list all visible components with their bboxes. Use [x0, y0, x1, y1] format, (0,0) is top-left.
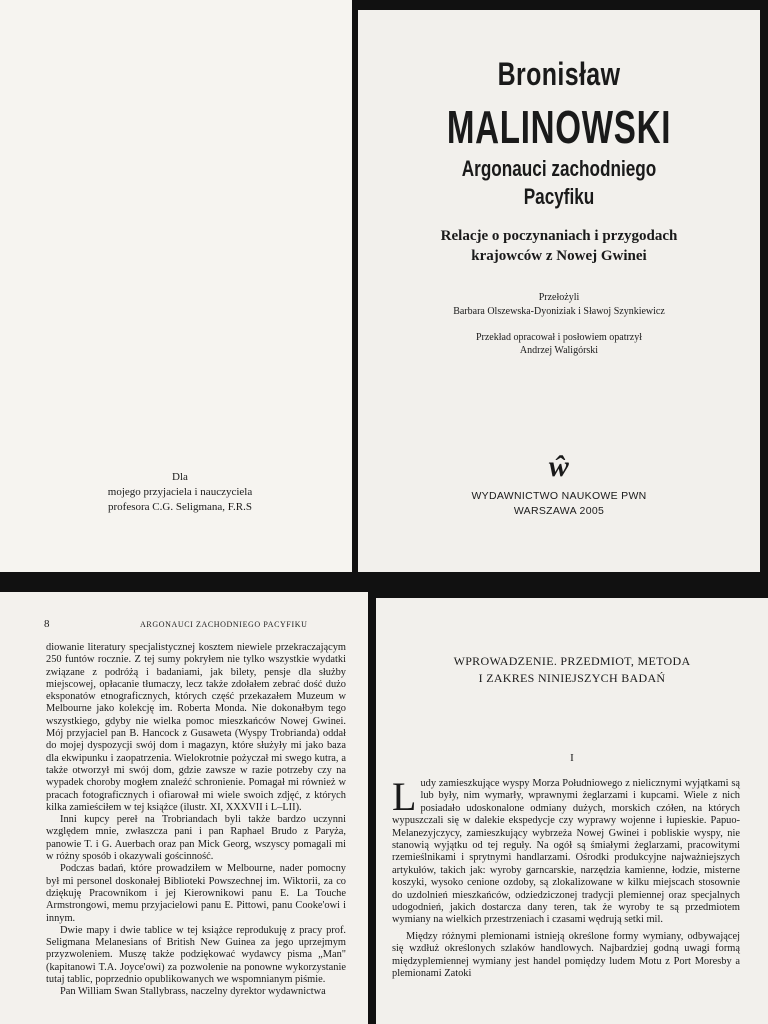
right-text-page	[376, 598, 768, 1024]
section-number: I	[570, 752, 574, 764]
dedication	[60, 470, 300, 515]
paragraph: diowanie literatury specjalistycznej kosztem niewiele przekraczającym 250 funtów rocznie. Z tej sumy pokryłem nie tylko wszystkie wydatki związane z podróżą i badaniami, jak bilety, pensje dla służby miejscowej, opłacanie tłumaczy, lecz także zdołałem zebrać dość dużo eksponatów etnograficznych, których część przekazałem Muzeum w Melbourne jako kolekcję im. Roberta Monda. Nie dokonałbym tego wszystkiego, gdyby nie wielka pomoc mieszkańców Nowej Gwinei. Mój przyjaciel pan B. Hancock z Gusaweta (Wyspy Trobrianda) oddał do mojej dyspozycji swój dom i magazyn, które służyły mi jako baza dla ekwipunku i zaopatrzenia. Wielokrotnie pożyczał mi swego kutra, a także otworzył mi swój dom, gdzie zawsze w razie potrzeby czy na wypadek choroby mogłem znaleźć schronienie. Pomagał mi również w pracach fotograficznych i ofiarował mi wiele swoich zdjęć, z których kilka zamieściłem w tej książce (ilustr. XI, XXXVII i L–LII).	[46, 642, 346, 813]
translators-label: Przełożyli	[538, 292, 580, 303]
dedication-line: mojego przyjaciela i nauczyciela	[107, 486, 253, 498]
subtitle-line1: Relacje o poczynaniach i przygodach	[440, 228, 678, 244]
subtitle-line2: krajowców z Nowej Gwinei	[471, 248, 647, 264]
left-text-page	[0, 592, 368, 1024]
body-text	[392, 774, 740, 981]
paragraph-text: udy zamieszkujące wyspy Morza Południowego z nielicznymi wyjątkami są lub były, nim wymarły, wprawnymi żeglarzami i kupcami. Wiele z nich posiadało udoskonalone odmiany dużych, morskich czółen, na których wypuszczali się w dalekie ekspedycje czy wyprawy wojenne i łupieskie. Papuo-Melanezyjczycy, zamieszkujący wybrzeża Nowej Gwinei i pobliskie wyspy, nie stanowią wyjątku od tej reguły. Na ogół są śmiałymi żeglarzami, pracowitymi rzemieślnikami i sprytnymi handlarzami. Ośrodki produkcyjne najważniejszych artykułów, takich jak: wyroby garncarskie, narzędzia kamienne, łodzie, misterne koszyki, wysoko cenione ozdoby, są zlokalizowane w kilku miejscach stosownie do uzdolnień mieszkańców, odziedziczonej tradycji plemiennej oraz specjalnych udogodnień, jakich dostarcza dany teren, tak że wyroby te są przedmiotem wymiany na wielkich przestrzeniach i czasami wędrują setki mil.	[392, 778, 740, 926]
body-text	[46, 642, 346, 999]
chapter-title-line2: I ZAKRES NINIEJSZYCH BADAŃ	[478, 671, 666, 685]
paragraph: Dwie mapy i dwie tablice w tej książce reprodukuję z pracy prof. Seligmana Melanesians of British New Guinea za jego uprzejmym przyzwoleniem. Muszę także podziękować wydawcy pisma „Man" (kapitanowi T.A. Joyce'owi) za pozwolenie na ponowne wykorzystanie tutaj tablic, poprzednio opublikowanych we wspomnianym piśmie.	[46, 924, 346, 986]
paragraph: Podczas badań, które prowadziłem w Melbourne, nader pomocny był mi personel doskonałej Biblioteki Powszechnej im. Wiktorii, za co dziękuję Pracownikom i jej Kierownikowi panu E. La Touche Armstrongowi, memu przyjacielowi panu E. Pittowi, panu Cooke'owi i innym.	[46, 863, 346, 924]
dedication-line: profesora C.G. Seligmana, F.R.S	[108, 501, 252, 513]
translators: Barbara Olszewska-Dyoniziak i Sławoj Szynkiewicz	[453, 306, 665, 317]
editor-label: Przekład opracował i posłowiem opatrzył	[475, 332, 643, 343]
paragraph: Między różnymi plemionami istnieją określone formy wymiany, odbywającej się wzdłuż określonych szlaków handlowych. Najbardziej godną uwagi formą międzyplemiennej wymiany jest handel pomiędzy ludem Motu z Port Moresby a plemionami Zatoki	[392, 930, 740, 980]
running-head: ARGONAUCI ZACHODNIEGO PACYFIKU	[140, 620, 308, 629]
chapter-title-line1: WPROWADZENIE. PRZEDMIOT, METODA	[453, 654, 691, 668]
author-last-name: MALINOWSKI	[446, 101, 672, 153]
drop-cap: L	[392, 774, 417, 819]
editor: Andrzej Waligórski	[519, 345, 599, 356]
title-page	[358, 10, 760, 572]
dedication-page	[0, 0, 352, 572]
page-number: 8	[44, 618, 50, 630]
paragraph	[392, 774, 740, 927]
book-title-line1: Argonauci zachodniego	[461, 156, 657, 181]
dedication-line: Dla	[172, 471, 188, 483]
book-title-line2: Pacyfiku	[523, 184, 595, 209]
paragraph: Pan William Swan Stallybrass, naczelny dyrektor wydawnictwa	[60, 986, 326, 998]
author-first-name: Bronisław	[497, 56, 621, 92]
publisher-place-year: WARSZAWA 2005	[513, 505, 605, 517]
publisher-name: WYDAWNICTWO NAUKOWE PWN	[471, 490, 647, 502]
publisher-logo-icon: ŵ	[548, 450, 569, 483]
paragraph: Inni kupcy pereł na Trobriandach byli także bardzo uczynni względem mnie, zwłaszcza pani i pan Raphael Brudo z Paryża, panowie T. i G. Auerbach oraz pan Mick Georg, wszyscy pomagali mi w różny sposób i okazywali gościnność.	[46, 814, 346, 863]
